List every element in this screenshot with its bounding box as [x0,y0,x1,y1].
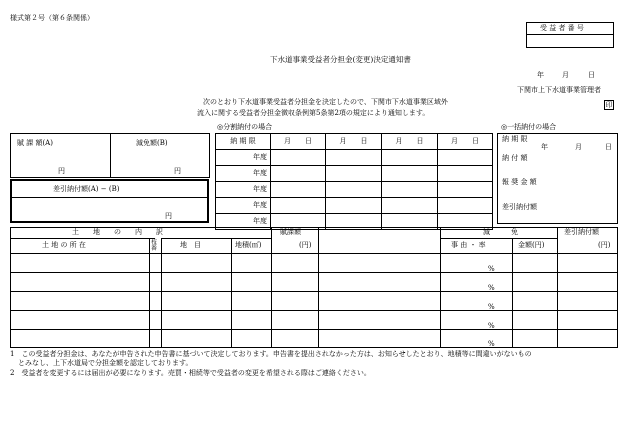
land-location-header: 土 地 の 所 在 [42,241,86,249]
percent-mark: % [488,322,495,330]
issuer-name: 下関市上下水道事業管理者 [517,86,601,94]
installment-table: 納 期 限 月 日 月 日 月 日 月 日 年度 年度 年度 年度 年度 [215,133,493,230]
percent-mark: % [488,303,495,311]
page-title: 下水道事業受益者分担金(変更)決定通知書 [270,55,411,64]
net-payment-yen: 円 [165,212,172,220]
installment-row: 年度 [216,150,493,166]
installment-row: 年度 [216,214,493,230]
land-category-header: 地 目 [180,241,201,249]
installment-row: 年度 [216,166,493,182]
assessed-yen-header: (円) [299,241,312,249]
installment-due-label: 納 期 限 [230,137,256,145]
date-month: 月 [562,71,569,79]
note-2: 2 受益者を変更するには届出が必要になります。売買・相続等で受益者の変更を希望される際はご連絡ください。 [10,369,371,377]
assessed-header: 賦課額 [280,228,301,236]
date-year: 年 [537,71,544,79]
beneficiary-number-label: 受 益 者 番 号 [540,24,584,32]
seal-mark: 印 [605,101,613,109]
reason-rate-header: 事 由 ・ 率 [451,241,486,249]
date-day: 日 [588,71,595,79]
lot-number-header: 枝番 [151,239,158,252]
note-1-line-1: 1 この受益者分担金は、あなたが申告された申告書に基づいて決定しております。申告書を提出されなかった方は、お知らせしたとおり、地積等に間違いがないもの [10,350,532,358]
land-area-header: 地積(㎡) [235,241,262,249]
lump-sum-payment-label: 納 付 額 [502,154,528,162]
installment-header: ◎分割納付の場合 [217,123,273,131]
assessed-yen: 円 [58,167,65,175]
reduction-yen: 円 [174,167,181,175]
note-1-line-2: とみなし、上下水道局で分担金額を認定しております。 [18,359,193,367]
percent-mark: % [488,265,495,273]
intro-line-2: 流入に関する受益者分担金徴収条例第5条第2項の規定により通知します。 [197,109,430,117]
percent-mark: % [488,340,495,348]
net-payment-label: 差引納付額(A) − (B) [53,185,120,193]
intro-line-1: 次のとおり下水道事業受益者分担金を決定したので、下関市下水道事業区域外 [203,98,448,106]
lump-sum-net-label: 差引納付額 [502,203,537,211]
lump-sum-due-label: 納 期 限 [502,135,528,143]
lump-sum-header: ◎一括納付の場合 [501,123,557,131]
installment-row: 年度 [216,182,493,198]
reduction-amount-label: 減免額(B) [136,139,168,147]
installment-row: 年度 [216,198,493,214]
percent-mark: % [488,284,495,292]
land-details-header: 土 地 の 内 訳 [72,228,163,236]
net-payment-header: 差引納付額 [564,228,599,236]
reduction-amount-header: 金額(円) [518,241,545,249]
reduction-header: 減 免 [483,228,518,236]
assessed-amount-label: 賦 課 額(A) [17,139,53,147]
lump-sum-incentive-label: 報 奨 金 額 [502,178,537,186]
form-number: 様式第２号（第６条関係） [10,14,94,22]
net-yen-header: (円) [598,241,611,249]
